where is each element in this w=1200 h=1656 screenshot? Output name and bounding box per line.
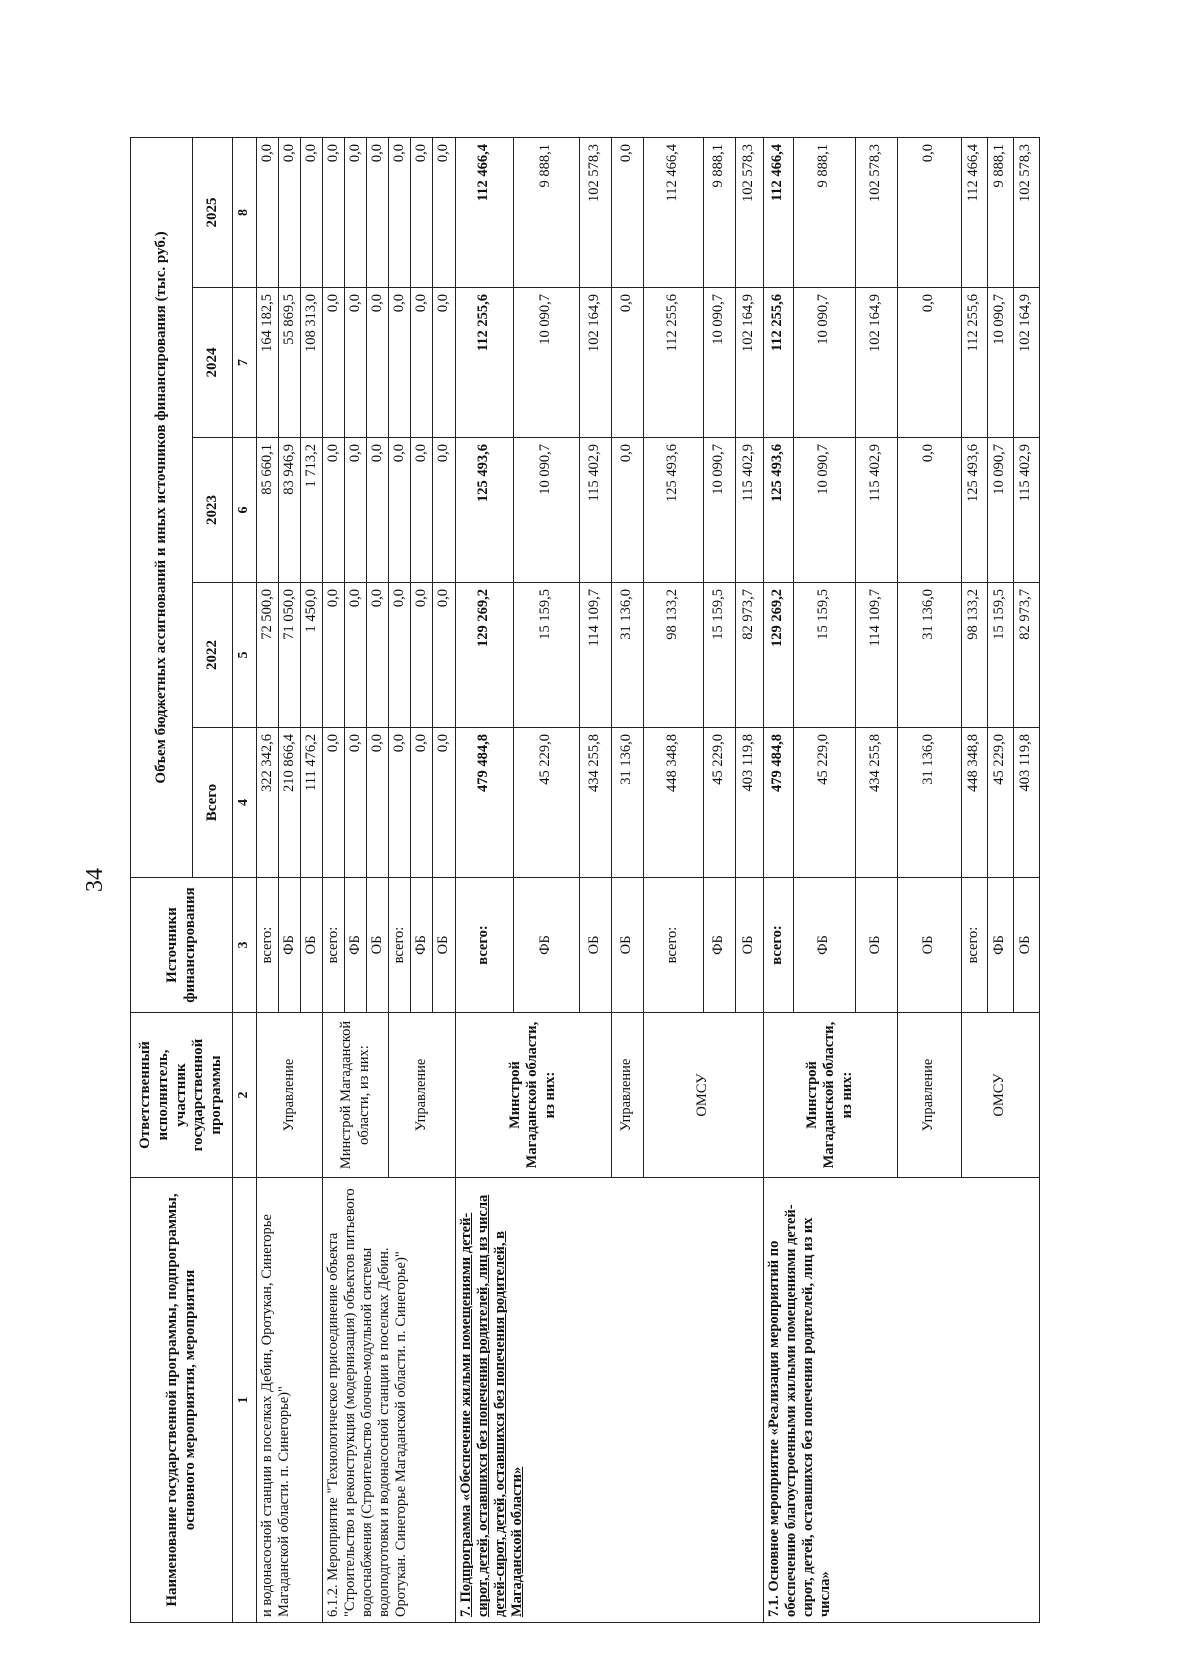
value-cell: 0,0: [389, 583, 411, 728]
col-number: 3: [233, 878, 257, 1013]
value-cell: 0,0: [344, 288, 366, 438]
value-cell: 210 866,4: [278, 728, 300, 878]
value-cell: 0,0: [322, 138, 344, 288]
budget-table: [130, 137, 1040, 1623]
value-cell: 112 466,4: [455, 138, 513, 288]
source-cell: ОБ: [1013, 878, 1039, 1013]
value-cell: 0,0: [897, 288, 961, 438]
value-cell: 9 888,1: [987, 138, 1013, 288]
source-cell: ФБ: [411, 878, 433, 1013]
value-cell: 98 133,2: [961, 583, 987, 728]
value-cell: 129 269,2: [455, 583, 513, 728]
value-cell: 10 090,7: [703, 288, 735, 438]
value-cell: 0,0: [367, 138, 389, 288]
value-cell: 10 090,7: [703, 438, 735, 583]
source-cell: ОБ: [735, 878, 763, 1013]
value-cell: 31 136,0: [611, 728, 643, 878]
executor: Минстрой Магаданской области, из них:: [763, 1013, 897, 1178]
value-cell: 45 229,0: [793, 728, 855, 878]
value-cell: 129 269,2: [763, 583, 793, 728]
value-cell: 125 493,6: [643, 438, 703, 583]
col-number: 2: [233, 1013, 257, 1178]
header-2023: 2023: [193, 438, 233, 583]
source-cell: ОБ: [855, 878, 897, 1013]
value-cell: 102 578,3: [735, 138, 763, 288]
item-name: 6.1.2. Мероприятие "Технологическое присоединение объекта "Строительство и реконструкция (модернизация) объектов питьевого водоснабжения (Строительство блочно-модульной системы водоподготовки и водонасосной станции в поселках Дебин. Оротукан. Синегорье Магаданской области. п. Синегорье)": [322, 1178, 455, 1623]
value-cell: 0,0: [411, 728, 433, 878]
header-total: Всего: [193, 728, 233, 878]
value-cell: 82 973,7: [735, 583, 763, 728]
value-cell: 0,0: [322, 438, 344, 583]
value-cell: 108 313,0: [300, 288, 322, 438]
value-cell: 0,0: [344, 438, 366, 583]
value-cell: 1 713,2: [300, 438, 322, 583]
value-cell: 0,0: [611, 438, 643, 583]
source-cell: ФБ: [278, 878, 300, 1013]
executor: Управление: [389, 1013, 455, 1178]
source-cell: всего:: [763, 878, 793, 1013]
header-executor: Ответственный исполнитель, участник государственной программы: [131, 1013, 233, 1178]
col-number: 7: [233, 288, 257, 438]
source-cell: ОБ: [611, 878, 643, 1013]
value-cell: 0,0: [433, 583, 455, 728]
value-cell: 448 348,8: [961, 728, 987, 878]
executor: Управление: [897, 1013, 961, 1178]
value-cell: 114 109,7: [579, 583, 611, 728]
value-cell: 0,0: [389, 288, 411, 438]
value-cell: 10 090,7: [987, 438, 1013, 583]
source-cell: всего:: [643, 878, 703, 1013]
value-cell: 9 888,1: [703, 138, 735, 288]
source-cell: ОБ: [300, 878, 322, 1013]
value-cell: 0,0: [389, 728, 411, 878]
value-cell: 0,0: [433, 438, 455, 583]
value-cell: 112 466,4: [763, 138, 793, 288]
value-cell: 115 402,9: [855, 438, 897, 583]
source-cell: всего:: [389, 878, 411, 1013]
source-cell: всего:: [256, 878, 278, 1013]
executor: Минстрой Магаданской области, из них:: [455, 1013, 611, 1178]
value-cell: 0,0: [367, 288, 389, 438]
value-cell: 112 255,6: [643, 288, 703, 438]
value-cell: 1 450,0: [300, 583, 322, 728]
value-cell: 114 109,7: [855, 583, 897, 728]
col-number: 5: [233, 583, 257, 728]
value-cell: 0,0: [411, 438, 433, 583]
value-cell: 45 229,0: [987, 728, 1013, 878]
value-cell: 31 136,0: [611, 583, 643, 728]
value-cell: 102 578,3: [1013, 138, 1039, 288]
value-cell: 15 159,5: [793, 583, 855, 728]
value-cell: 115 402,9: [735, 438, 763, 583]
value-cell: 10 090,7: [793, 438, 855, 583]
value-cell: 0,0: [322, 288, 344, 438]
value-cell: 72 500,0: [256, 583, 278, 728]
value-cell: 403 119,8: [1013, 728, 1039, 878]
value-cell: 98 133,2: [643, 583, 703, 728]
value-cell: 0,0: [344, 728, 366, 878]
value-cell: 0,0: [344, 138, 366, 288]
value-cell: 31 136,0: [897, 728, 961, 878]
value-cell: 0,0: [611, 138, 643, 288]
value-cell: 164 182,5: [256, 288, 278, 438]
value-cell: 83 946,9: [278, 438, 300, 583]
value-cell: 102 164,9: [855, 288, 897, 438]
col-number: 4: [233, 728, 257, 878]
value-cell: 125 493,6: [961, 438, 987, 583]
value-cell: 479 484,8: [455, 728, 513, 878]
value-cell: 479 484,8: [763, 728, 793, 878]
value-cell: 112 255,6: [455, 288, 513, 438]
value-cell: 102 164,9: [735, 288, 763, 438]
col-number: 6: [233, 438, 257, 583]
item-name: 7. Подпрограмма «Обеспечение жильми помещениями детей-сирот, детей, оставшихся без попечения родителей, лиц из числа детей-сирот, детей, оставшихся без попечения родителей, в Магаданской области»: [455, 1178, 763, 1623]
value-cell: 45 229,0: [513, 728, 579, 878]
value-cell: 0,0: [389, 438, 411, 583]
value-cell: 115 402,9: [579, 438, 611, 583]
item-name-text: 7.1. Основное мероприятие «Реализация мероприятий по обеспечению благоустроенными жилыми помещениями детей-сирот, детей, оставшихся без попечения родителей, лиц из их числа»: [765, 1204, 833, 1617]
value-cell: 0,0: [389, 138, 411, 288]
table-row: [322, 138, 344, 1623]
header-volume: Объем бюджетных ассигнований и иных источников финансирования (тыс. руб.): [131, 138, 193, 878]
value-cell: 0,0: [411, 288, 433, 438]
value-cell: 112 466,4: [961, 138, 987, 288]
value-cell: 322 342,6: [256, 728, 278, 878]
value-cell: 112 466,4: [643, 138, 703, 288]
value-cell: 0,0: [300, 138, 322, 288]
executor: ОМСУ: [961, 1013, 1039, 1178]
value-cell: 0,0: [256, 138, 278, 288]
source-cell: всего:: [455, 878, 513, 1013]
page-number: 34: [82, 868, 108, 892]
value-cell: 15 159,5: [513, 583, 579, 728]
value-cell: 0,0: [411, 138, 433, 288]
value-cell: 85 660,1: [256, 438, 278, 583]
value-cell: 434 255,8: [855, 728, 897, 878]
value-cell: 15 159,5: [703, 583, 735, 728]
value-cell: 112 255,6: [961, 288, 987, 438]
value-cell: 71 050,0: [278, 583, 300, 728]
value-cell: 55 869,5: [278, 288, 300, 438]
value-cell: 10 090,7: [793, 288, 855, 438]
value-cell: 102 578,3: [855, 138, 897, 288]
table-row: [256, 138, 278, 1623]
rotated-page: [130, 138, 1040, 1623]
value-cell: 9 888,1: [793, 138, 855, 288]
value-cell: 0,0: [433, 288, 455, 438]
header-source: Источники финансирования: [131, 878, 233, 1013]
executor: Управление: [611, 1013, 643, 1178]
table-row: [455, 138, 513, 1623]
value-cell: 0,0: [367, 583, 389, 728]
value-cell: 125 493,6: [763, 438, 793, 583]
value-cell: 82 973,7: [1013, 583, 1039, 728]
executor: Управление: [256, 1013, 322, 1178]
value-cell: 15 159,5: [987, 583, 1013, 728]
value-cell: 0,0: [367, 438, 389, 583]
value-cell: 115 402,9: [1013, 438, 1039, 583]
source-cell: всего:: [961, 878, 987, 1013]
header-name: Наименование государственной программы, подпрограммы, основного мероприятия, мероприятия: [131, 1178, 233, 1623]
value-cell: 112 255,6: [763, 288, 793, 438]
header-2025: 2025: [193, 138, 233, 288]
source-cell: ФБ: [513, 878, 579, 1013]
value-cell: 0,0: [411, 583, 433, 728]
source-cell: ФБ: [793, 878, 855, 1013]
header-2022: 2022: [193, 583, 233, 728]
value-cell: 403 119,8: [735, 728, 763, 878]
source-cell: ОБ: [433, 878, 455, 1013]
value-cell: 31 136,0: [897, 583, 961, 728]
col-number: 8: [233, 138, 257, 288]
value-cell: 0,0: [897, 138, 961, 288]
value-cell: 102 164,9: [579, 288, 611, 438]
header-2024: 2024: [193, 288, 233, 438]
value-cell: 10 090,7: [987, 288, 1013, 438]
value-cell: 10 090,7: [513, 288, 579, 438]
value-cell: 9 888,1: [513, 138, 579, 288]
value-cell: 102 164,9: [1013, 288, 1039, 438]
value-cell: 125 493,6: [455, 438, 513, 583]
value-cell: 45 229,0: [703, 728, 735, 878]
executor: ОМСУ: [643, 1013, 763, 1178]
value-cell: 0,0: [433, 138, 455, 288]
source-cell: ОБ: [897, 878, 961, 1013]
value-cell: 0,0: [897, 438, 961, 583]
value-cell: 0,0: [433, 728, 455, 878]
source-cell: ОБ: [367, 878, 389, 1013]
value-cell: 0,0: [278, 138, 300, 288]
value-cell: 448 348,8: [643, 728, 703, 878]
item-name: [763, 1178, 1039, 1623]
value-cell: 0,0: [611, 288, 643, 438]
table-row: [763, 138, 793, 1623]
source-cell: ОБ: [579, 878, 611, 1013]
value-cell: 0,0: [322, 583, 344, 728]
value-cell: 0,0: [322, 728, 344, 878]
value-cell: 102 578,3: [579, 138, 611, 288]
executor: Минстрой Магаданской области, из них:: [322, 1013, 388, 1178]
source-cell: всего:: [322, 878, 344, 1013]
source-cell: ФБ: [703, 878, 735, 1013]
value-cell: 10 090,7: [513, 438, 579, 583]
value-cell: 0,0: [367, 728, 389, 878]
col-number: 1: [233, 1178, 257, 1623]
source-cell: ФБ: [987, 878, 1013, 1013]
item-name: и водонасосной станции в поселках Дебин, Оротукан, Синегорье Магаданской области. п. Синегорье)": [256, 1178, 322, 1623]
value-cell: 434 255,8: [579, 728, 611, 878]
value-cell: 111 476,2: [300, 728, 322, 878]
value-cell: 0,0: [344, 583, 366, 728]
source-cell: ФБ: [344, 878, 366, 1013]
